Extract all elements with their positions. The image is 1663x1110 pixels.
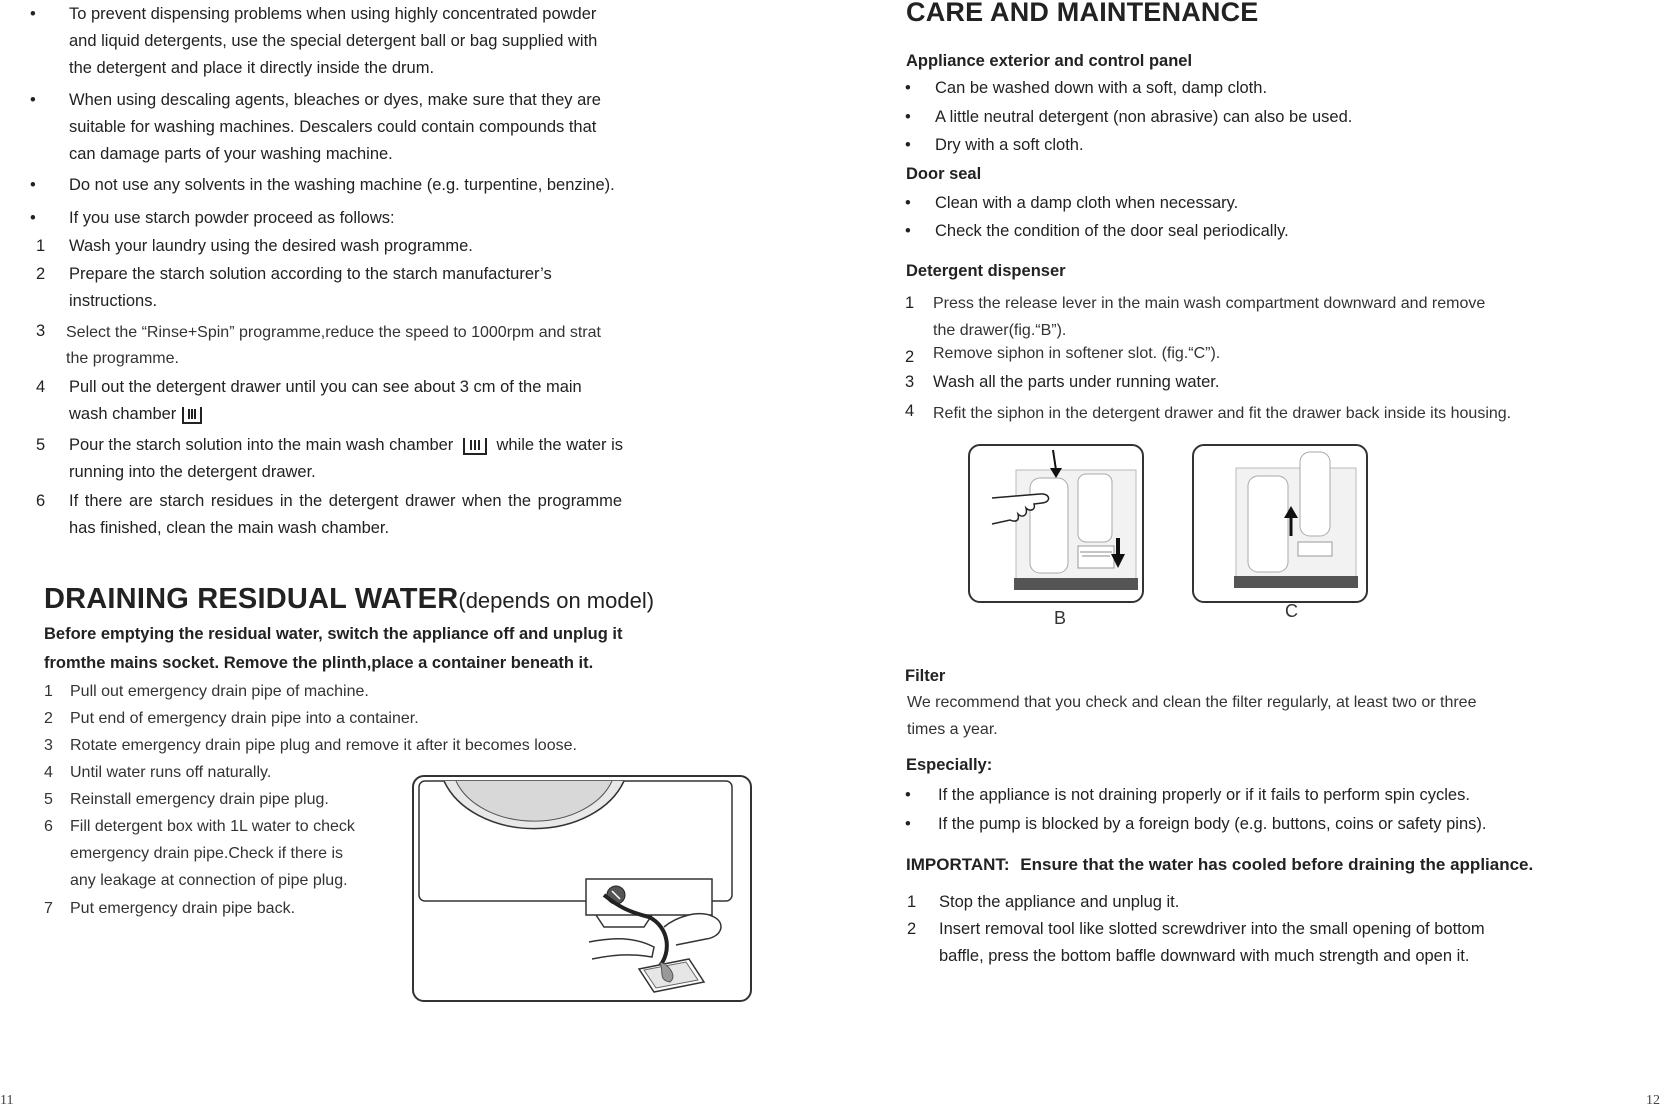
- list-item: Can be washed down with a soft, damp cloth.: [935, 79, 1268, 97]
- important-label: IMPORTANT:: [906, 855, 1010, 874]
- step-number: 2: [44, 710, 53, 727]
- step-text: Put end of emergency drain pipe into a container.: [70, 710, 419, 727]
- text-line: times a year.: [907, 721, 998, 738]
- text-line: the detergent and place it directly inside the drum.: [69, 59, 435, 77]
- text-line: To prevent dispensing problems when using highly concentrated powder: [69, 5, 597, 23]
- text-line: [69, 432, 623, 459]
- step-text: Until water runs off naturally.: [70, 764, 272, 781]
- list-item: [69, 172, 615, 199]
- list-item: Clean with a damp cloth when necessary.: [935, 194, 1239, 212]
- step-text: [70, 813, 355, 894]
- draining-intro: [44, 620, 623, 678]
- list-item: [69, 261, 552, 315]
- step-text: [933, 290, 1485, 344]
- text-line: Press the release lever in the main wash compartment downward and remove: [933, 295, 1486, 312]
- text-line: Wash your laundry using the desired wash programme.: [69, 237, 473, 255]
- list-marker: •: [905, 815, 911, 833]
- text-line: baffle, press the bottom baffle downward with much strength and open it.: [939, 947, 1470, 965]
- text-line: If you use starch powder proceed as follows:: [69, 209, 395, 227]
- wash-chamber-icon: [462, 436, 488, 456]
- step-text: Stop the appliance and unplug it.: [939, 893, 1180, 911]
- step-number: 7: [44, 900, 53, 917]
- text-line: and liquid detergents, use the special detergent ball or bag supplied with: [69, 32, 598, 50]
- important-text: Ensure that the water has cooled before draining the appliance.: [1020, 855, 1534, 874]
- step-text: Refit the siphon in the detergent drawer and fit the drawer back inside its housing.: [933, 405, 1512, 422]
- step-number: 3: [44, 737, 53, 754]
- list-item: If the appliance is not draining properly or if it fails to perform spin cycles.: [938, 786, 1470, 804]
- list-item: [69, 432, 623, 486]
- list-item: [69, 205, 395, 232]
- text-line: can damage parts of your washing machine.: [69, 145, 393, 163]
- text-line: Insert removal tool like slotted screwdriver into the small opening of bottom: [939, 920, 1485, 938]
- step-text: Pull out emergency drain pipe of machine.: [70, 683, 369, 700]
- list-marker: •: [905, 194, 911, 212]
- list-marker: 2: [36, 265, 46, 283]
- step-text: Remove siphon in softener slot. (fig.“C”).: [933, 345, 1221, 362]
- step-number: 1: [44, 683, 53, 700]
- list-marker: •: [905, 79, 911, 97]
- step-text: Reinstall emergency drain pipe plug.: [70, 791, 329, 808]
- figure-c-label: C: [1285, 601, 1298, 621]
- text-line: suitable for washing machines. Descalers could contain compounds that: [69, 118, 597, 136]
- list-marker: •: [30, 176, 36, 194]
- step-text: Put emergency drain pipe back.: [70, 900, 296, 917]
- list-item: [69, 1, 597, 82]
- section-heading: Door seal: [906, 165, 982, 183]
- step-text: Wash all the parts under running water.: [933, 373, 1220, 391]
- step-number: 1: [907, 893, 917, 911]
- filter-text: [907, 689, 1476, 743]
- step-text: [939, 916, 1485, 970]
- page-title: CARE AND MAINTENANCE: [906, 0, 1259, 27]
- list-marker: •: [905, 136, 911, 154]
- list-item: Dry with a soft cloth.: [935, 136, 1084, 154]
- list-item: If the pump is blocked by a foreign body (e.g. buttons, coins or safety pins).: [938, 815, 1487, 833]
- text-line: When using descaling agents, bleaches or dyes, make sure that they are: [69, 91, 601, 109]
- draining-title: DRAINING RESIDUAL WATER: [44, 583, 459, 615]
- step-number: 1: [905, 294, 915, 312]
- list-marker: •: [30, 209, 36, 227]
- section-heading: Especially:: [906, 756, 993, 774]
- list-marker: •: [905, 786, 911, 804]
- step-number: 3: [905, 373, 915, 391]
- draining-heading: [44, 583, 654, 616]
- page-number: 12: [1646, 1093, 1660, 1108]
- list-item: [66, 320, 601, 372]
- step-number: 6: [44, 818, 53, 835]
- text-line: fromthe mains socket. Remove the plinth,place a container beneath it.: [44, 654, 594, 672]
- text-line: If there are starch residues in the detergent drawer when the programme: [69, 492, 623, 510]
- text-line: Prepare the starch solution according to the starch manufacturer’s: [69, 265, 552, 283]
- list-marker: 5: [36, 436, 46, 454]
- text-line: running into the detergent drawer.: [69, 463, 316, 481]
- section-heading: Filter: [905, 667, 946, 685]
- text-line: Select the “Rinse+Spin” programme,reduce the speed to 1000rpm and strat: [66, 324, 601, 341]
- step-number: 2: [905, 348, 915, 366]
- text-fragment: Pour the starch solution into the main wash chamber: [69, 436, 454, 454]
- section-heading: Appliance exterior and control panel: [906, 52, 1193, 70]
- text-line: instructions.: [69, 292, 158, 310]
- list-marker: •: [30, 5, 36, 23]
- list-marker: 1: [36, 237, 46, 255]
- list-item: [69, 488, 622, 542]
- text-line: any leakage at connection of pipe plug.: [70, 872, 348, 889]
- text-fragment: wash chamber: [69, 405, 177, 423]
- text-line: has finished, clean the main wash chamber.: [69, 519, 390, 537]
- list-item: [69, 87, 601, 168]
- figure-c: [1192, 444, 1368, 603]
- section-heading: Detergent dispenser: [906, 262, 1066, 280]
- step-text: Rotate emergency drain pipe plug and remove it after it becomes loose.: [70, 737, 577, 754]
- text-line: [69, 401, 582, 428]
- list-marker: 3: [36, 322, 46, 340]
- text-fragment: while the water is: [496, 436, 624, 454]
- drain-illustration: [412, 775, 752, 1002]
- drain-figure-drawing: [414, 777, 750, 1000]
- list-item: [69, 233, 473, 260]
- text-line: Fill detergent box with 1L water to check: [70, 818, 355, 835]
- text-line: Before emptying the residual water, switch the appliance off and unplug it: [44, 625, 623, 643]
- figure-b: [968, 444, 1144, 603]
- step-number: 2: [907, 920, 917, 938]
- step-number: 4: [905, 402, 915, 420]
- step-number: 5: [44, 791, 53, 808]
- draining-subtitle: (depends on model): [458, 588, 655, 613]
- text-line: the drawer(fig.“B”).: [933, 322, 1067, 339]
- list-marker: 4: [36, 378, 46, 396]
- text-line: emergency drain pipe.Check if there is: [70, 845, 344, 862]
- list-item: [69, 374, 582, 428]
- list-item: A little neutral detergent (non abrasive) can also be used.: [935, 108, 1353, 126]
- wash-chamber-icon: [181, 405, 203, 425]
- list-marker: •: [30, 91, 36, 109]
- figure-b-label: B: [1054, 608, 1067, 628]
- text-line: We recommend that you check and clean the filter regularly, at least two or three: [907, 694, 1477, 711]
- step-number: 4: [44, 764, 53, 781]
- text-line: Do not use any solvents in the washing machine (e.g. turpentine, benzine).: [69, 176, 615, 194]
- list-marker: •: [905, 108, 911, 126]
- text-line: the programme.: [66, 350, 179, 367]
- text-line: Pull out the detergent drawer until you can see about 3 cm of the main: [69, 378, 582, 396]
- figure-b-drawing: [970, 446, 1142, 601]
- important-note: [906, 855, 1533, 875]
- figure-c-drawing: [1194, 446, 1366, 601]
- list-item: Check the condition of the door seal periodically.: [935, 222, 1289, 240]
- page-number: 11: [0, 1093, 14, 1108]
- list-marker: •: [905, 222, 911, 240]
- list-marker: 6: [36, 492, 46, 510]
